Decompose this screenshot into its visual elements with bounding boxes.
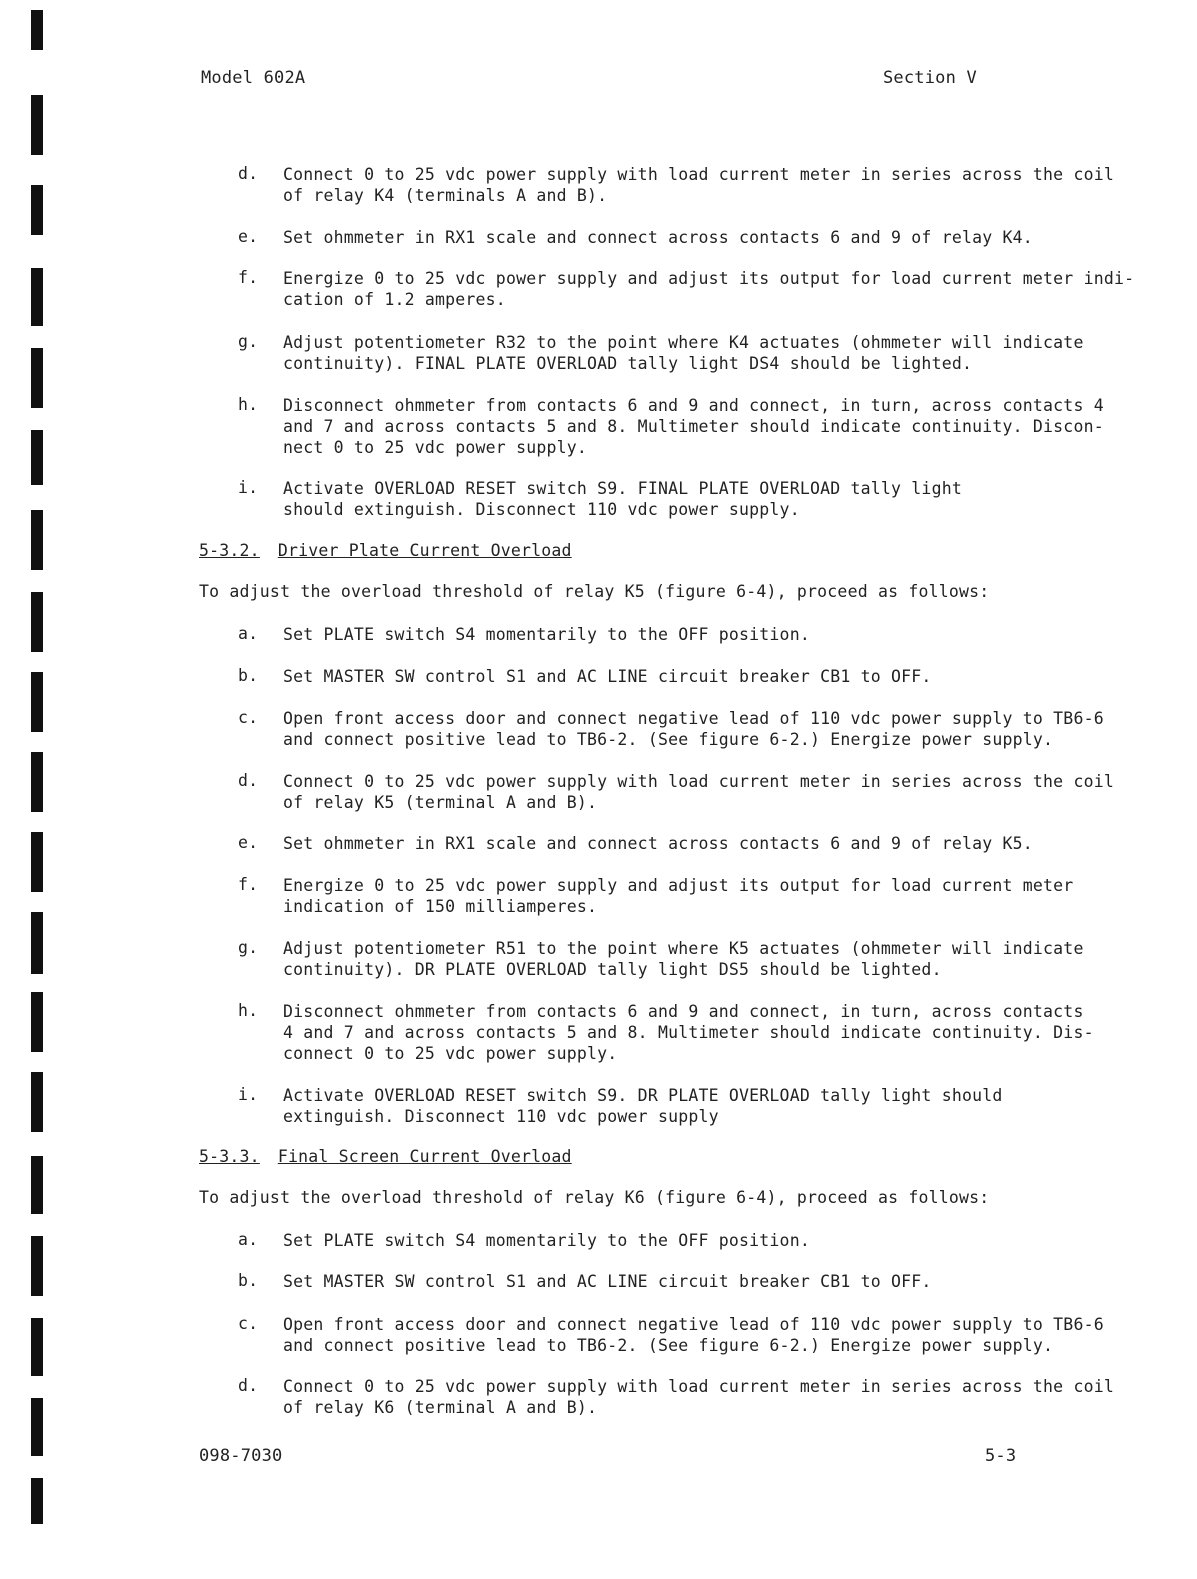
step-label: e. [238, 227, 259, 246]
step-label: e. [238, 833, 259, 852]
step-line: Set PLATE switch S4 momentarily to the OFF position. [283, 625, 810, 644]
step-label: d. [238, 1376, 259, 1395]
step-label: i. [238, 1085, 259, 1104]
step-line: Energize 0 to 25 vdc power supply and adjust its output for load current meter indi- [283, 269, 1135, 288]
binding-mark [31, 185, 43, 235]
step-line: Set ohmmeter in RX1 scale and connect across contacts 6 and 9 of relay K4. [283, 228, 1033, 247]
binding-mark [31, 992, 43, 1052]
step-label: f. [238, 268, 259, 287]
header-section: Section V [883, 68, 977, 88]
binding-mark [31, 1072, 43, 1132]
step-line: and connect positive lead to TB6-2. (See figure 6-2.) Energize power supply. [283, 1336, 1054, 1355]
step-line: of relay K4 (terminals A and B). [283, 186, 608, 205]
step-line: of relay K5 (terminal A and B). [283, 793, 598, 812]
section-number: 5-3.3. [199, 1147, 260, 1166]
step-line: connect 0 to 25 vdc power supply. [283, 1044, 618, 1063]
step-line: Activate OVERLOAD RESET switch S9. FINAL PLATE OVERLOAD tally light [283, 479, 962, 498]
binding-mark [31, 95, 43, 155]
section-title: Final Screen Current Overload [277, 1147, 572, 1166]
step-line: Activate OVERLOAD RESET switch S9. DR PLATE OVERLOAD tally light should [283, 1086, 1003, 1105]
step-line: extinguish. Disconnect 110 vdc power supply [283, 1107, 719, 1126]
step-line: Disconnect ohmmeter from contacts 6 and 9 and connect, in turn, across contacts [283, 1002, 1084, 1021]
step-line: continuity). FINAL PLATE OVERLOAD tally light DS4 should be lighted. [283, 354, 973, 373]
step-label: g. [238, 938, 259, 957]
section-heading-533 [199, 1147, 572, 1166]
step-line: and connect positive lead to TB6-2. (See figure 6-2.) Energize power supply. [283, 730, 1054, 749]
step-line: Open front access door and connect negative lead of 110 vdc power supply to TB6-6 [283, 709, 1104, 728]
step-line: continuity). DR PLATE OVERLOAD tally light DS5 should be lighted. [283, 960, 942, 979]
step-label: b. [238, 666, 259, 685]
binding-mark [31, 1318, 43, 1376]
step-line: of relay K6 (terminal A and B). [283, 1398, 598, 1417]
binding-mark [31, 752, 43, 812]
step-label: g. [238, 332, 259, 351]
section-title: Driver Plate Current Overload [277, 541, 572, 560]
binding-mark [31, 430, 43, 485]
section-heading-532 [199, 541, 572, 560]
step-line: Set MASTER SW control S1 and AC LINE circuit breaker CB1 to OFF. [283, 1272, 932, 1291]
step-line: and 7 and across contacts 5 and 8. Multimeter should indicate continuity. Discon- [283, 417, 1104, 436]
section-intro: To adjust the overload threshold of relay K5 (figure 6-4), proceed as follows: [199, 582, 990, 601]
header-model: Model 602A [201, 68, 306, 88]
step-label: a. [238, 1230, 259, 1249]
step-line: nect 0 to 25 vdc power supply. [283, 438, 588, 457]
step-line: Set ohmmeter in RX1 scale and connect across contacts 6 and 9 of relay K5. [283, 834, 1033, 853]
step-line: Connect 0 to 25 vdc power supply with load current meter in series across the coil [283, 772, 1114, 791]
step-label: f. [238, 875, 259, 894]
binding-mark [31, 912, 43, 974]
step-label: h. [238, 1001, 259, 1020]
step-line: Disconnect ohmmeter from contacts 6 and 9 and connect, in turn, across contacts 4 [283, 396, 1104, 415]
step-line: Connect 0 to 25 vdc power supply with load current meter in series across the coil [283, 165, 1114, 184]
binding-mark [31, 268, 43, 326]
step-line: Energize 0 to 25 vdc power supply and adjust its output for load current meter [283, 876, 1074, 895]
step-label: i. [238, 478, 259, 497]
binding-mark [31, 1156, 43, 1214]
binding-mark [31, 1398, 43, 1456]
step-line: Open front access door and connect negative lead of 110 vdc power supply to TB6-6 [283, 1315, 1104, 1334]
binding-mark [31, 10, 43, 50]
step-line: indication of 150 milliamperes. [283, 897, 598, 916]
binding-mark [31, 592, 43, 652]
step-line: cation of 1.2 amperes. [283, 290, 506, 309]
binding-mark [31, 1478, 43, 1524]
step-line: Adjust potentiometer R32 to the point where K4 actuates (ohmmeter will indicate [283, 333, 1084, 352]
step-label: c. [238, 708, 259, 727]
step-line: 4 and 7 and across contacts 5 and 8. Multimeter should indicate continuity. Dis- [283, 1023, 1094, 1042]
step-label: d. [238, 771, 259, 790]
step-line: Set PLATE switch S4 momentarily to the OFF position. [283, 1231, 810, 1250]
step-line: Adjust potentiometer R51 to the point where K5 actuates (ohmmeter will indicate [283, 939, 1084, 958]
step-label: c. [238, 1314, 259, 1333]
step-line: Set MASTER SW control S1 and AC LINE circuit breaker CB1 to OFF. [283, 667, 932, 686]
step-label: h. [238, 395, 259, 414]
step-line: should extinguish. Disconnect 110 vdc power supply. [283, 500, 800, 519]
step-line: Connect 0 to 25 vdc power supply with load current meter in series across the coil [283, 1377, 1114, 1396]
footer-page-number: 5-3 [985, 1446, 1017, 1466]
binding-mark [31, 832, 43, 892]
binding-mark [31, 510, 43, 570]
binding-mark [31, 672, 43, 732]
binding-mark [31, 1236, 43, 1296]
section-number: 5-3.2. [199, 541, 260, 560]
step-label: b. [238, 1271, 259, 1290]
step-label: a. [238, 624, 259, 643]
section-intro: To adjust the overload threshold of relay K6 (figure 6-4), proceed as follows: [199, 1188, 990, 1207]
step-label: d. [238, 164, 259, 183]
footer-document-number: 098-7030 [199, 1446, 283, 1466]
binding-mark [31, 348, 43, 408]
